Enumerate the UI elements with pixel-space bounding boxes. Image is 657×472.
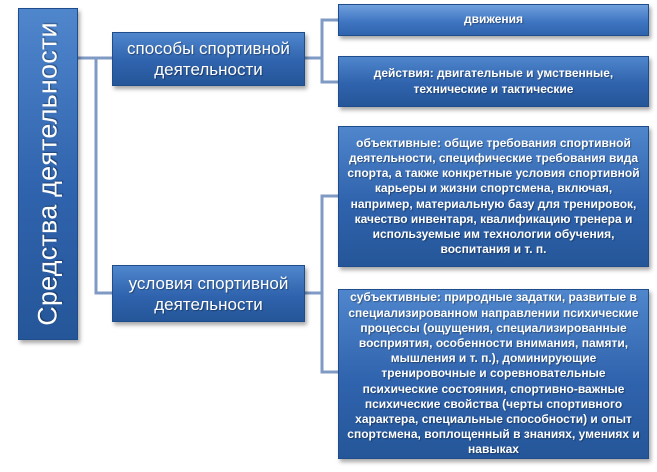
connector-branch2-leaves [305,196,338,293]
root-node [18,8,78,340]
connector-branch1-leaf2 [322,58,338,82]
leaf-node-actions [338,56,649,107]
leaf-label-subjective: субъективные: природные задатки, развитые в специализированном направлении психические процессы (ощущения, специализированные восприятия, особенности внимания, памяти, мышления и т. п.), доминирующие тренировочные и соревновательные психические состояния, спортивно-важные психические свойства (черты спортивного характера, специальные способности) и опыт спортсмена, воплощенный в знаниях, умениях и навыках [347,290,640,457]
connector-root-branches [78,58,112,293]
branch-label-conditions: условия спортивной деятельности [128,273,289,314]
branch-node-methods [112,32,305,86]
root-label: Средства деятельности [32,22,63,326]
connector-branch2-leaf2 [322,293,338,372]
branch-label-methods: способы спортивной деятельности [127,39,290,79]
leaf-node-subjective [338,289,649,459]
branch-node-conditions [112,265,305,322]
leaf-node-objective [338,126,649,267]
connector-branch1-leaves [305,20,338,58]
leaf-label-actions: действия: двигательные и умственные, технические и тактические [373,66,614,96]
leaf-label-movements: движения [463,12,524,27]
leaf-node-movements [338,4,649,36]
leaf-label-objective: объективные: общие требования спортивной деятельности, специфические требования вида спорта, а также конкретные условия спортивной карьеры и жизни спортсмена, включая, например, материальную базу для тренировок, качество инвентаря, квалификацию тренера и используемые им технологии обучения, воспитания и т. п. [347,135,640,257]
